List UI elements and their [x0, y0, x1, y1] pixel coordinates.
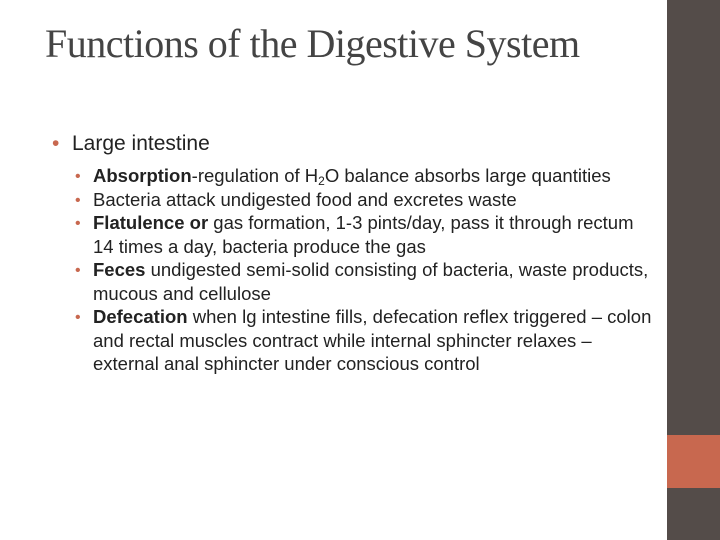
slide-content [52, 129, 652, 376]
term-label: Flatulence or [93, 212, 209, 233]
list-item-bacteria [75, 188, 652, 212]
level1-label: Large intestine [72, 132, 210, 155]
item-text: gas formation, 1-3 pints/day, pass it through rectum 14 times a day, bacteria produce the gas [93, 212, 634, 257]
item-text: O balance absorbs large quantities [324, 165, 611, 186]
bullet-icon: • [75, 309, 81, 326]
level1-item [52, 129, 652, 159]
list-item-defecation [75, 305, 652, 376]
item-text: -regulation of H [191, 165, 319, 186]
bullet-icon: • [75, 191, 81, 209]
list-item-flatulence [75, 211, 652, 258]
sub-bullet-list [75, 164, 652, 376]
term-label: Absorption [93, 165, 192, 186]
list-item-absorption [75, 164, 652, 188]
term-label: Feces [93, 259, 146, 280]
bullet-icon: • [52, 132, 60, 155]
bullet-icon: • [75, 262, 81, 279]
item-text: undigested semi-solid consisting of bacteria, waste products, mucous and cellulose [93, 259, 649, 304]
list-item-feces [75, 258, 652, 305]
term-label: Defecation [93, 306, 188, 327]
sidebar-accent-block [667, 435, 720, 488]
subscript: 2 [318, 174, 325, 188]
bullet-icon: • [75, 168, 81, 185]
item-text: when lg intestine fills, defecation reflex triggered – colon and rectal muscles contract while internal sphincter relaxes – external anal sphincter under conscious control [93, 306, 652, 374]
bullet-icon: • [75, 215, 81, 232]
item-text: Bacteria attack undigested food and excretes waste [93, 188, 517, 210]
slide-title: Functions of the Digestive System [45, 21, 580, 66]
